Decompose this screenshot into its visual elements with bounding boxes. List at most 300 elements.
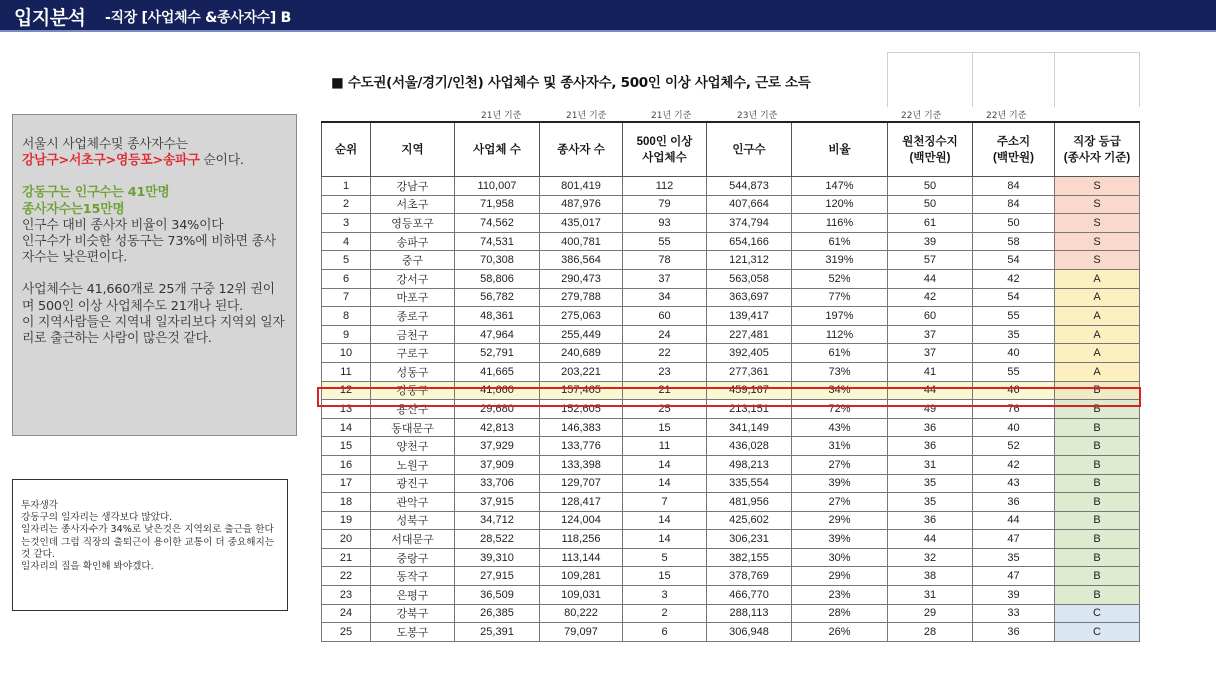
table-row xyxy=(322,418,1140,437)
table-cell: 133,398 xyxy=(540,455,623,474)
table-cell: 382,155 xyxy=(707,548,792,567)
table-cell: 48,361 xyxy=(455,307,540,326)
table-cell: 42 xyxy=(973,269,1055,288)
table-row xyxy=(322,325,1140,344)
table-cell: 9 xyxy=(322,325,371,344)
table-cell: 109,281 xyxy=(540,567,623,586)
table-cell: 강남구 xyxy=(371,177,455,196)
table-cell: 21 xyxy=(623,381,707,400)
table-cell: 197% xyxy=(792,307,888,326)
table-cell: 54 xyxy=(973,288,1055,307)
table-cell: 203,221 xyxy=(540,362,623,381)
table-row xyxy=(322,455,1140,474)
table-cell: 14 xyxy=(623,455,707,474)
table-cell: 1 xyxy=(322,177,371,196)
table-row xyxy=(322,177,1140,196)
table-row xyxy=(322,437,1140,456)
table-cell: 16 xyxy=(322,455,371,474)
table-cell: 19 xyxy=(322,511,371,530)
table-cell: 78 xyxy=(623,251,707,270)
table-cell: 31 xyxy=(888,586,973,605)
grade-cell: A xyxy=(1055,307,1140,326)
table-cell: 강서구 xyxy=(371,269,455,288)
table-cell: 386,564 xyxy=(540,251,623,270)
table-cell: 70,308 xyxy=(455,251,540,270)
table-cell: 112 xyxy=(623,177,707,196)
title-frame-cell xyxy=(1054,52,1140,107)
grade-cell: B xyxy=(1055,586,1140,605)
table-cell: 52% xyxy=(792,269,888,288)
table-cell: 435,017 xyxy=(540,214,623,233)
table-cell: 37 xyxy=(888,325,973,344)
table-cell: 73% xyxy=(792,362,888,381)
table-cell: 43 xyxy=(973,474,1055,493)
grade-cell: A xyxy=(1055,288,1140,307)
table-row xyxy=(322,493,1140,512)
grade-cell: A xyxy=(1055,344,1140,363)
table-cell: 35 xyxy=(888,474,973,493)
summary-ratio: 인구수 대비 종사자 비율이 34%이다 xyxy=(22,217,224,233)
table-cell: 용산구 xyxy=(371,400,455,419)
district-table-section xyxy=(321,52,1139,642)
column-header: 종사자 수 xyxy=(540,122,623,177)
table-cell: 213,151 xyxy=(707,400,792,419)
table-cell: 37 xyxy=(623,269,707,288)
column-header: 500인 이상 사업체수 xyxy=(623,122,707,177)
grade-cell: B xyxy=(1055,418,1140,437)
page-subtitle: -직장 [사업체수 &종사자수] B xyxy=(105,10,291,26)
table-cell: 400,781 xyxy=(540,232,623,251)
table-cell: 112% xyxy=(792,325,888,344)
table-cell: 관악구 xyxy=(371,493,455,512)
note-500plus-year: 21년 기준 xyxy=(651,111,692,121)
table-row xyxy=(322,344,1140,363)
table-cell: 41 xyxy=(888,362,973,381)
summary-business-count: 사업체수는 41,660개로 25개 구중 12위 권이며 500인 이상 사업체수도 21개나 된다. xyxy=(22,282,275,314)
table-cell: 39 xyxy=(888,232,973,251)
table-cell: 52 xyxy=(973,437,1055,456)
table-cell: 121,312 xyxy=(707,251,792,270)
table-body xyxy=(322,177,1140,642)
table-cell: 15 xyxy=(322,437,371,456)
table-cell: 378,769 xyxy=(707,567,792,586)
grade-cell: B xyxy=(1055,493,1140,512)
table-cell: 110,007 xyxy=(455,177,540,196)
table-cell: 33 xyxy=(973,604,1055,623)
table-cell: 35 xyxy=(973,325,1055,344)
table-row xyxy=(322,195,1140,214)
grade-cell: B xyxy=(1055,474,1140,493)
table-cell: 55 xyxy=(973,307,1055,326)
table-cell: 84 xyxy=(973,177,1055,196)
grade-cell: B xyxy=(1055,437,1140,456)
table-cell: 79 xyxy=(623,195,707,214)
table-cell: 42 xyxy=(973,455,1055,474)
table-cell: 28% xyxy=(792,604,888,623)
table-row xyxy=(322,400,1140,419)
table-cell: 29% xyxy=(792,567,888,586)
table-cell: 강동구 xyxy=(371,381,455,400)
table-title: ■ 수도권(서울/경기/인천) 사업체수 및 종사자수, 500인 이상 사업체수, 근로 소득 xyxy=(331,75,811,91)
table-cell: 113,144 xyxy=(540,548,623,567)
table-cell: 서대문구 xyxy=(371,530,455,549)
table-cell: 28,522 xyxy=(455,530,540,549)
title-frame-cell xyxy=(972,52,1055,107)
summary-workers: 종사자수는15만명 xyxy=(22,201,125,217)
table-cell: 23 xyxy=(322,586,371,605)
table-cell: 50 xyxy=(888,177,973,196)
grade-cell: A xyxy=(1055,269,1140,288)
table-cell: 14 xyxy=(623,474,707,493)
grade-cell: S xyxy=(1055,232,1140,251)
table-cell: 116% xyxy=(792,214,888,233)
table-cell: 10 xyxy=(322,344,371,363)
table-cell: 36 xyxy=(973,493,1055,512)
table-cell: 종로구 xyxy=(371,307,455,326)
table-cell: 17 xyxy=(322,474,371,493)
column-header: 지역 xyxy=(371,122,455,177)
grade-cell: S xyxy=(1055,195,1140,214)
table-cell: 34% xyxy=(792,381,888,400)
table-cell: 50 xyxy=(888,195,973,214)
table-cell: 118,256 xyxy=(540,530,623,549)
table-cell: 55 xyxy=(973,362,1055,381)
table-cell: 34 xyxy=(623,288,707,307)
table-cell: 25 xyxy=(623,400,707,419)
table-cell: 29 xyxy=(888,604,973,623)
table-cell: 동대문구 xyxy=(371,418,455,437)
table-cell: 구로구 xyxy=(371,344,455,363)
table-cell: 25 xyxy=(322,623,371,642)
table-cell: 6 xyxy=(623,623,707,642)
table-cell: 15 xyxy=(623,567,707,586)
table-cell: 11 xyxy=(623,437,707,456)
table-cell: 57 xyxy=(888,251,973,270)
table-cell: 279,788 xyxy=(540,288,623,307)
table-cell: 60 xyxy=(623,307,707,326)
grade-cell: C xyxy=(1055,623,1140,642)
table-cell: 29,680 xyxy=(455,400,540,419)
table-cell: 32 xyxy=(888,548,973,567)
table-cell: 277,361 xyxy=(707,362,792,381)
grade-cell: B xyxy=(1055,511,1140,530)
table-cell: 동작구 xyxy=(371,567,455,586)
table-cell: 2 xyxy=(322,195,371,214)
table-cell: 61 xyxy=(888,214,973,233)
table-cell: 36 xyxy=(973,623,1055,642)
table-header-row xyxy=(322,122,1140,177)
table-cell: 11 xyxy=(322,362,371,381)
table-cell: 120% xyxy=(792,195,888,214)
grade-cell: A xyxy=(1055,325,1140,344)
table-cell: 128,417 xyxy=(540,493,623,512)
table-cell: 22 xyxy=(322,567,371,586)
table-cell: 31 xyxy=(888,455,973,474)
summary-population: 강동구는 인구수는 41만명 xyxy=(22,185,170,201)
table-cell: 563,058 xyxy=(707,269,792,288)
table-cell: 15 xyxy=(623,418,707,437)
table-cell: 43% xyxy=(792,418,888,437)
table-cell: 60 xyxy=(888,307,973,326)
table-cell: 374,794 xyxy=(707,214,792,233)
table-cell: 407,664 xyxy=(707,195,792,214)
table-cell: 157,465 xyxy=(540,381,623,400)
table-cell: 44 xyxy=(973,511,1055,530)
table-cell: 27% xyxy=(792,455,888,474)
table-cell: 481,956 xyxy=(707,493,792,512)
table-cell: 55 xyxy=(623,232,707,251)
table-cell: 146,383 xyxy=(540,418,623,437)
table-cell: 306,231 xyxy=(707,530,792,549)
table-cell: 436,028 xyxy=(707,437,792,456)
table-cell: 363,697 xyxy=(707,288,792,307)
table-cell: 335,554 xyxy=(707,474,792,493)
table-cell: 50 xyxy=(973,214,1055,233)
table-title-row xyxy=(321,52,1139,106)
note-population-year: 23년 기준 xyxy=(737,111,778,121)
table-cell: 37,915 xyxy=(455,493,540,512)
table-cell: 25,391 xyxy=(455,623,540,642)
table-cell: 58 xyxy=(973,232,1055,251)
table-cell: 20 xyxy=(322,530,371,549)
district-table xyxy=(321,121,1140,642)
table-cell: 466,770 xyxy=(707,586,792,605)
note-withholding-year: 22년 기준 xyxy=(901,111,942,121)
table-cell: 93 xyxy=(623,214,707,233)
table-cell: 강북구 xyxy=(371,604,455,623)
table-cell: 14 xyxy=(623,511,707,530)
table-row xyxy=(322,530,1140,549)
table-cell: 영등포구 xyxy=(371,214,455,233)
table-cell: 72% xyxy=(792,400,888,419)
investment-note-box xyxy=(12,479,288,611)
table-cell: 7 xyxy=(623,493,707,512)
table-cell: 544,873 xyxy=(707,177,792,196)
table-cell: 41,660 xyxy=(455,381,540,400)
table-row xyxy=(322,474,1140,493)
table-cell: 37 xyxy=(888,344,973,363)
table-cell: 109,031 xyxy=(540,586,623,605)
column-header: 비율 xyxy=(792,122,888,177)
table-cell: 중구 xyxy=(371,251,455,270)
note-workers-year: 21년 기준 xyxy=(566,111,607,121)
page-header xyxy=(0,0,1216,30)
table-cell: 서초구 xyxy=(371,195,455,214)
table-cell: 21 xyxy=(322,548,371,567)
table-cell: 227,481 xyxy=(707,325,792,344)
table-row xyxy=(322,623,1140,642)
grade-cell: A xyxy=(1055,362,1140,381)
table-cell: 성북구 xyxy=(371,511,455,530)
table-cell: 8 xyxy=(322,307,371,326)
table-row xyxy=(322,269,1140,288)
table-cell: 33,706 xyxy=(455,474,540,493)
table-cell: 84 xyxy=(973,195,1055,214)
table-cell: 37,929 xyxy=(455,437,540,456)
table-cell: 3 xyxy=(322,214,371,233)
header-divider xyxy=(0,30,1216,32)
table-cell: 44 xyxy=(888,530,973,549)
table-cell: 61% xyxy=(792,232,888,251)
table-cell: 27,915 xyxy=(455,567,540,586)
table-cell: 459,167 xyxy=(707,381,792,400)
table-cell: 498,213 xyxy=(707,455,792,474)
summary-comparison: 인구수가 비슷한 성동구는 73%에 비하면 종사자수는 낮은편이다. xyxy=(22,234,276,266)
table-cell: 46 xyxy=(973,381,1055,400)
table-cell: 255,449 xyxy=(540,325,623,344)
table-cell: 40 xyxy=(973,344,1055,363)
table-cell: 40 xyxy=(973,418,1055,437)
table-cell: 36 xyxy=(888,437,973,456)
table-row xyxy=(322,214,1140,233)
table-notes-row xyxy=(321,106,1139,121)
column-header: 원천징수지 (백만원) xyxy=(888,122,973,177)
table-cell: 56,782 xyxy=(455,288,540,307)
table-cell: 35 xyxy=(973,548,1055,567)
table-cell: 47 xyxy=(973,530,1055,549)
table-cell: 중랑구 xyxy=(371,548,455,567)
table-cell: 3 xyxy=(623,586,707,605)
column-header: 순위 xyxy=(322,122,371,177)
table-row xyxy=(322,381,1140,400)
grade-cell: S xyxy=(1055,177,1140,196)
table-cell: 27% xyxy=(792,493,888,512)
table-cell: 은평구 xyxy=(371,586,455,605)
table-cell: 36,509 xyxy=(455,586,540,605)
grade-cell: S xyxy=(1055,214,1140,233)
table-cell: 12 xyxy=(322,381,371,400)
column-header: 주소지 (백만원) xyxy=(973,122,1055,177)
table-cell: 47,964 xyxy=(455,325,540,344)
table-cell: 24 xyxy=(623,325,707,344)
table-cell: 5 xyxy=(623,548,707,567)
table-cell: 37,909 xyxy=(455,455,540,474)
table-cell: 34,712 xyxy=(455,511,540,530)
table-cell: 74,531 xyxy=(455,232,540,251)
title-frame-cell xyxy=(887,52,973,107)
table-cell: 42 xyxy=(888,288,973,307)
table-cell: 80,222 xyxy=(540,604,623,623)
table-cell: 29% xyxy=(792,511,888,530)
table-cell: 801,419 xyxy=(540,177,623,196)
summary-ranking-suffix: 순이다. xyxy=(199,153,244,169)
note-title: 투자생각 xyxy=(21,500,59,511)
table-cell: 36 xyxy=(888,511,973,530)
table-cell: 288,113 xyxy=(707,604,792,623)
table-cell: 39 xyxy=(973,586,1055,605)
table-cell: 392,405 xyxy=(707,344,792,363)
table-cell: 26% xyxy=(792,623,888,642)
grade-cell: C xyxy=(1055,604,1140,623)
summary-line1: 서울시 사업체수및 종사자수는 xyxy=(22,137,188,152)
table-cell: 14 xyxy=(322,418,371,437)
table-cell: 341,149 xyxy=(707,418,792,437)
column-header: 사업체 수 xyxy=(455,122,540,177)
table-cell: 124,004 xyxy=(540,511,623,530)
table-cell: 성동구 xyxy=(371,362,455,381)
table-row xyxy=(322,567,1140,586)
table-cell: 35 xyxy=(888,493,973,512)
table-row xyxy=(322,586,1140,605)
page-title: 입지분석 xyxy=(14,7,86,29)
table-cell: 74,562 xyxy=(455,214,540,233)
table-cell: 39% xyxy=(792,474,888,493)
table-cell: 425,602 xyxy=(707,511,792,530)
table-cell: 22 xyxy=(623,344,707,363)
table-cell: 30% xyxy=(792,548,888,567)
note-body: 강동구의 일자리는 생각보다 많았다. 일자리는 종사자수가 34%로 낮은것은 지역외로 출근을 한다는것인데 그럼 직장의 출퇴근이 용이한 교통이 더 중요해지는 것 같다. 일자리의 질을 확인해 봐야겠다. xyxy=(21,512,275,573)
table-cell: 14 xyxy=(623,530,707,549)
table-cell: 129,707 xyxy=(540,474,623,493)
table-cell: 노원구 xyxy=(371,455,455,474)
table-cell: 36 xyxy=(888,418,973,437)
summary-ranking: 강남구>서초구>영등포>송파구 xyxy=(22,153,200,169)
table-cell: 18 xyxy=(322,493,371,512)
table-cell: 61% xyxy=(792,344,888,363)
note-address-year: 22년 기준 xyxy=(986,111,1027,121)
table-cell: 44 xyxy=(888,269,973,288)
table-cell: 306,948 xyxy=(707,623,792,642)
analysis-summary-box xyxy=(12,114,297,436)
table-cell: 76 xyxy=(973,400,1055,419)
table-cell: 26,385 xyxy=(455,604,540,623)
table-cell: 54 xyxy=(973,251,1055,270)
table-cell: 79,097 xyxy=(540,623,623,642)
grade-cell: B xyxy=(1055,567,1140,586)
table-cell: 654,166 xyxy=(707,232,792,251)
summary-conclusion: 이 지역사람들은 지역내 일자리보다 지역외 일자리로 출근하는 사람이 많은것 같다. xyxy=(22,314,285,347)
table-row xyxy=(322,251,1140,270)
grade-cell: B xyxy=(1055,381,1140,400)
table-row xyxy=(322,511,1140,530)
table-cell: 28 xyxy=(888,623,973,642)
grade-cell: B xyxy=(1055,455,1140,474)
table-cell: 319% xyxy=(792,251,888,270)
grade-cell: B xyxy=(1055,530,1140,549)
table-cell: 6 xyxy=(322,269,371,288)
column-header: 인구수 xyxy=(707,122,792,177)
table-cell: 13 xyxy=(322,400,371,419)
summary-line2 xyxy=(22,153,286,169)
table-cell: 38 xyxy=(888,567,973,586)
table-cell: 5 xyxy=(322,251,371,270)
table-cell: 52,791 xyxy=(455,344,540,363)
table-cell: 23% xyxy=(792,586,888,605)
table-cell: 송파구 xyxy=(371,232,455,251)
table-cell: 147% xyxy=(792,177,888,196)
table-cell: 152,605 xyxy=(540,400,623,419)
table-row xyxy=(322,288,1140,307)
table-cell: 31% xyxy=(792,437,888,456)
grade-cell: S xyxy=(1055,251,1140,270)
table-cell: 240,689 xyxy=(540,344,623,363)
table-cell: 24 xyxy=(322,604,371,623)
table-cell: 7 xyxy=(322,288,371,307)
table-cell: 290,473 xyxy=(540,269,623,288)
table-cell: 양천구 xyxy=(371,437,455,456)
note-business-year: 21년 기준 xyxy=(481,111,522,121)
table-cell: 광진구 xyxy=(371,474,455,493)
table-cell: 42,813 xyxy=(455,418,540,437)
grade-cell: B xyxy=(1055,400,1140,419)
table-cell: 49 xyxy=(888,400,973,419)
table-cell: 금천구 xyxy=(371,325,455,344)
table-cell: 133,776 xyxy=(540,437,623,456)
table-cell: 도봉구 xyxy=(371,623,455,642)
table-row xyxy=(322,362,1140,381)
table-cell: 487,976 xyxy=(540,195,623,214)
table-cell: 139,417 xyxy=(707,307,792,326)
